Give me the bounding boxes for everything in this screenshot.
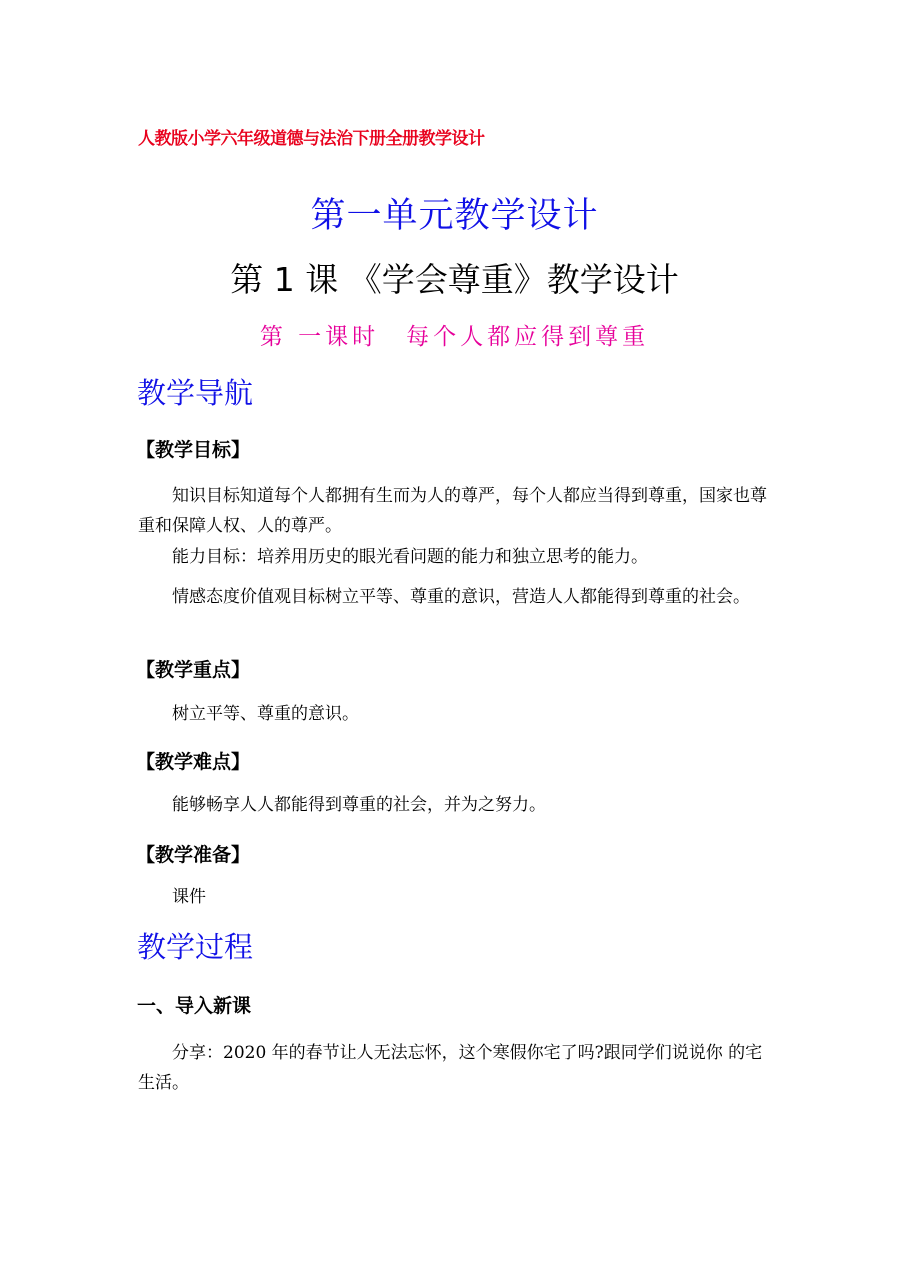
period-title: 第 一课时 每个人都应得到尊重 [259, 324, 650, 350]
objective-ability: 能力目标：培养用历史的眼光看问题的能力和独立思考的能力。 [172, 547, 648, 567]
difficulties-text: 能够畅享人人都能得到尊重的社会，并为之努力。 [172, 795, 546, 815]
key-points-heading: 【教学重点】 [136, 659, 251, 681]
objectives-heading: 【教学目标】 [136, 439, 251, 461]
teaching-guide-heading: 教学导航 [137, 376, 254, 410]
objective-attitude: 情感态度价值观目标树立平等、尊重的意识，营造人人都能得到尊重的社会。 [172, 587, 750, 607]
preparation-heading: 【教学准备】 [136, 844, 251, 866]
intro-step-heading: 一、导入新课 [137, 995, 252, 1017]
objective-knowledge: 知识目标知道每个人都拥有生而为人的尊严，每个人都应当得到尊重，国家也尊重和保障人权、人的尊严。 [138, 486, 767, 536]
lesson-title: 第 1 课 《学会尊重》教学设计 [230, 260, 679, 299]
key-points-text: 树立平等、尊重的意识。 [172, 704, 359, 724]
intro-step-text: 分享：2020 年的春节让人无法忘怀，这个寒假你宅了吗?跟同学们说说你 的宅生活。 [138, 1043, 763, 1093]
unit-title: 第一单元教学设计 [310, 196, 599, 236]
difficulties-heading: 【教学难点】 [136, 751, 251, 773]
document-title: 人教版小学六年级道德与法治下册全册教学设计 [138, 129, 485, 149]
teaching-process-heading: 教学过程 [137, 930, 254, 964]
preparation-text: 课件 [172, 887, 206, 907]
